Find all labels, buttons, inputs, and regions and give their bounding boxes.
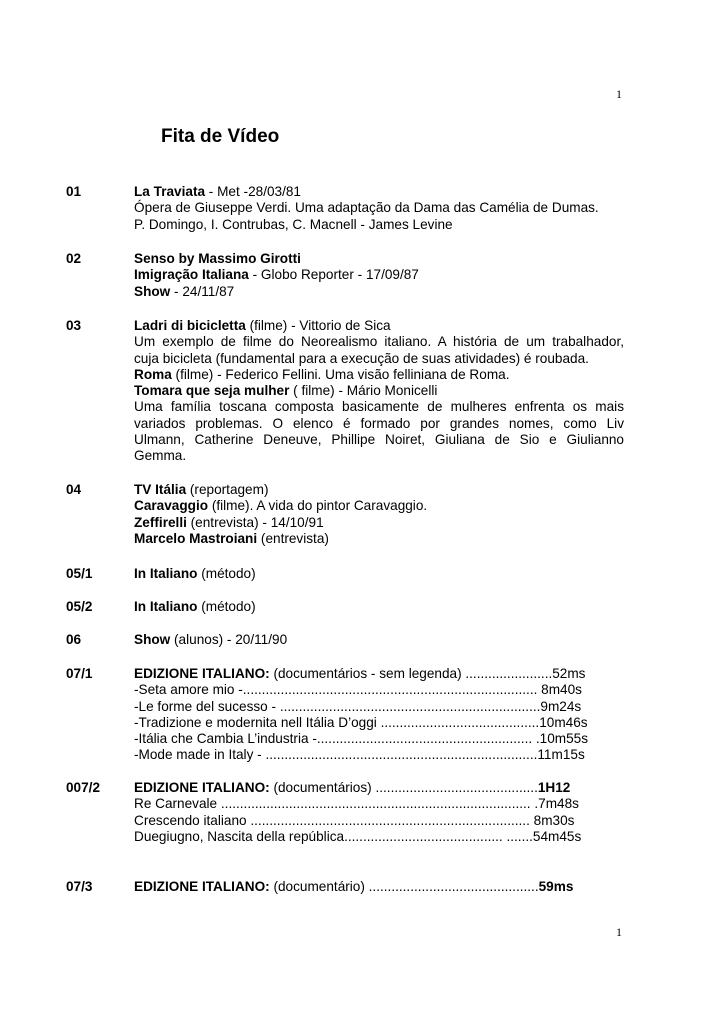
text-line [134, 682, 624, 698]
text: Gemma. [134, 448, 187, 464]
text: cuja bicicleta (fundamental para a execução de suas atividades) é roubada. [134, 350, 589, 366]
entry-body [134, 566, 624, 582]
page-number-top: 1 [616, 87, 622, 101]
text: (alunos) - 20/11/90 [170, 632, 288, 647]
bold-text: Zeffirelli [134, 514, 187, 530]
text-line [134, 351, 624, 367]
text-line [134, 531, 624, 547]
text: -Seta amore mio -.............................................................................. 8m40s [134, 682, 582, 698]
entry-body [134, 482, 624, 547]
text-line [134, 515, 624, 531]
text: variados problemas. O elenco é formado por grandes nomes, como Liv [134, 415, 624, 431]
text: (filme) - Vittorio de Sica [245, 318, 391, 333]
text: Um exemplo de filme do Neorealismo italiano. A história de um trabalhador, [134, 334, 624, 350]
bold-text: Roma [134, 366, 172, 382]
text: Crescendo italiano .......................................................................... 8m30s [134, 812, 575, 828]
entry-03 [66, 318, 624, 465]
bold-text: TV Itália [134, 482, 187, 497]
entry-number: 02 [66, 251, 82, 266]
bold-text: Show [134, 632, 171, 647]
text-line [134, 796, 624, 812]
text: (documentários) ........................................... [269, 780, 538, 795]
entry-number: 05/1 [66, 566, 93, 581]
text-line [134, 498, 624, 514]
bold-text: La Traviata [134, 184, 206, 199]
text-line [134, 334, 624, 350]
text: (entrevista) [257, 530, 329, 546]
entry-body [134, 879, 624, 895]
entry-007-2 [66, 780, 624, 845]
bold-text: In Italiano [134, 599, 198, 614]
text-line [134, 566, 624, 582]
text: Duegiugno, Nascita della república.......................................... .......54m45s [134, 828, 582, 844]
text: - Met -28/03/81 [205, 184, 301, 199]
text-line [134, 699, 624, 715]
text: - 24/11/87 [170, 283, 235, 299]
entry-body [134, 318, 624, 465]
text-line [134, 482, 624, 498]
bold-text: Caravaggio [134, 498, 209, 514]
text: - Globo Reporter - 17/09/87 [248, 267, 419, 283]
text-line [134, 284, 624, 300]
text: -Itália che Cambia L’industria -......................................................... .10m55s [134, 731, 589, 747]
entry-05-2 [66, 599, 624, 615]
text-line [134, 731, 624, 747]
entry-body [134, 780, 624, 845]
text: Uma família toscana composta basicamente de mulheres enfrenta os mais [134, 399, 624, 415]
entry-number: 01 [66, 184, 82, 199]
entry-number: 06 [66, 632, 82, 647]
text-line [134, 599, 624, 615]
text-line [134, 251, 624, 267]
bold-text: Marcelo Mastroiani [134, 530, 258, 546]
bold-text: In Italiano [134, 566, 198, 581]
text-line [134, 813, 624, 829]
text-line [134, 632, 624, 648]
entry-06 [66, 632, 624, 648]
bold-text: EDIZIONE ITALIANO: [134, 666, 270, 681]
page-title: Fita de Vídeo [161, 126, 280, 147]
text: (método) [197, 566, 256, 581]
text: (documentário) ............................................. [269, 879, 539, 894]
entry-number: 07/1 [66, 666, 93, 681]
bold-text: Show [134, 283, 171, 299]
entry-04 [66, 482, 624, 547]
entry-body [134, 251, 624, 300]
text-line [134, 829, 624, 845]
entry-01 [66, 184, 624, 233]
text-line [134, 448, 624, 464]
entry-body [134, 184, 624, 233]
text: P. Domingo, I. Contrubas, C. Macnell - James Levine [134, 216, 453, 232]
text: (filme) - Federico Fellini. Uma visão felliniana de Roma. [171, 366, 510, 382]
entry-body [134, 599, 624, 615]
text-line [134, 383, 624, 399]
text-line [134, 432, 624, 448]
entry-body [134, 666, 624, 764]
entry-number: 007/2 [66, 780, 101, 795]
text-line [134, 715, 624, 731]
text: -Le forme del sucesso - .....................................................................9m24s [134, 698, 582, 714]
entry-number: 05/2 [66, 599, 93, 614]
text: Re Carnevale .................................................................................. .7m48s [134, 796, 579, 812]
text: (documentários - sem legenda) .......................52ms [269, 666, 586, 681]
page-number-bottom: 1 [616, 925, 622, 939]
bold-text: Imigração Italiana [134, 267, 249, 283]
text-line [134, 879, 624, 895]
text: Ulmann, Catherine Deneuve, Phillipe Noiret, Giuliana de Sio e Giulianno [134, 432, 624, 448]
text: (filme). A vida do pintor Caravaggio. [208, 498, 428, 514]
bold-text: Senso by Massimo Girotti [134, 251, 301, 266]
text-line [134, 217, 624, 233]
entry-body [134, 632, 624, 648]
entry-number: 04 [66, 482, 82, 497]
bold-text: 59ms [538, 879, 574, 894]
text-line [134, 399, 624, 415]
entry-07-1 [66, 666, 624, 764]
entry-02 [66, 251, 624, 300]
entry-07-3 [66, 879, 624, 895]
text-line [134, 416, 624, 432]
text-line [134, 200, 624, 216]
text: Ópera de Giuseppe Verdi. Uma adaptação da Dama das Camélia de Dumas. [134, 200, 599, 216]
bold-text: Tomara que seja mulher [134, 383, 290, 399]
text: -Tradizione e modernita nell Itália D’oggi ..........................................10m46s [134, 714, 588, 730]
text: (reportagem) [186, 482, 269, 497]
bold-text: 1H12 [537, 780, 571, 795]
text-line [134, 666, 624, 682]
text-line [134, 267, 624, 283]
bold-text: Ladri di bicicletta [134, 318, 246, 333]
text-line [134, 367, 624, 383]
entry-05-1 [66, 566, 624, 582]
entry-number: 03 [66, 318, 82, 333]
text: (entrevista) - 14/10/91 [186, 514, 324, 530]
text: -Mode made in Italy - ........................................................................11m15s [134, 747, 585, 763]
text-line [134, 747, 624, 763]
text: (método) [197, 599, 256, 614]
text-line [134, 318, 624, 334]
bold-text: EDIZIONE ITALIANO: [134, 780, 270, 795]
text: ( filme) - Mário Monicelli [289, 383, 438, 399]
bold-text: EDIZIONE ITALIANO: [134, 879, 270, 894]
text-line [134, 780, 624, 796]
text-line [134, 184, 624, 200]
entry-number: 07/3 [66, 879, 93, 894]
